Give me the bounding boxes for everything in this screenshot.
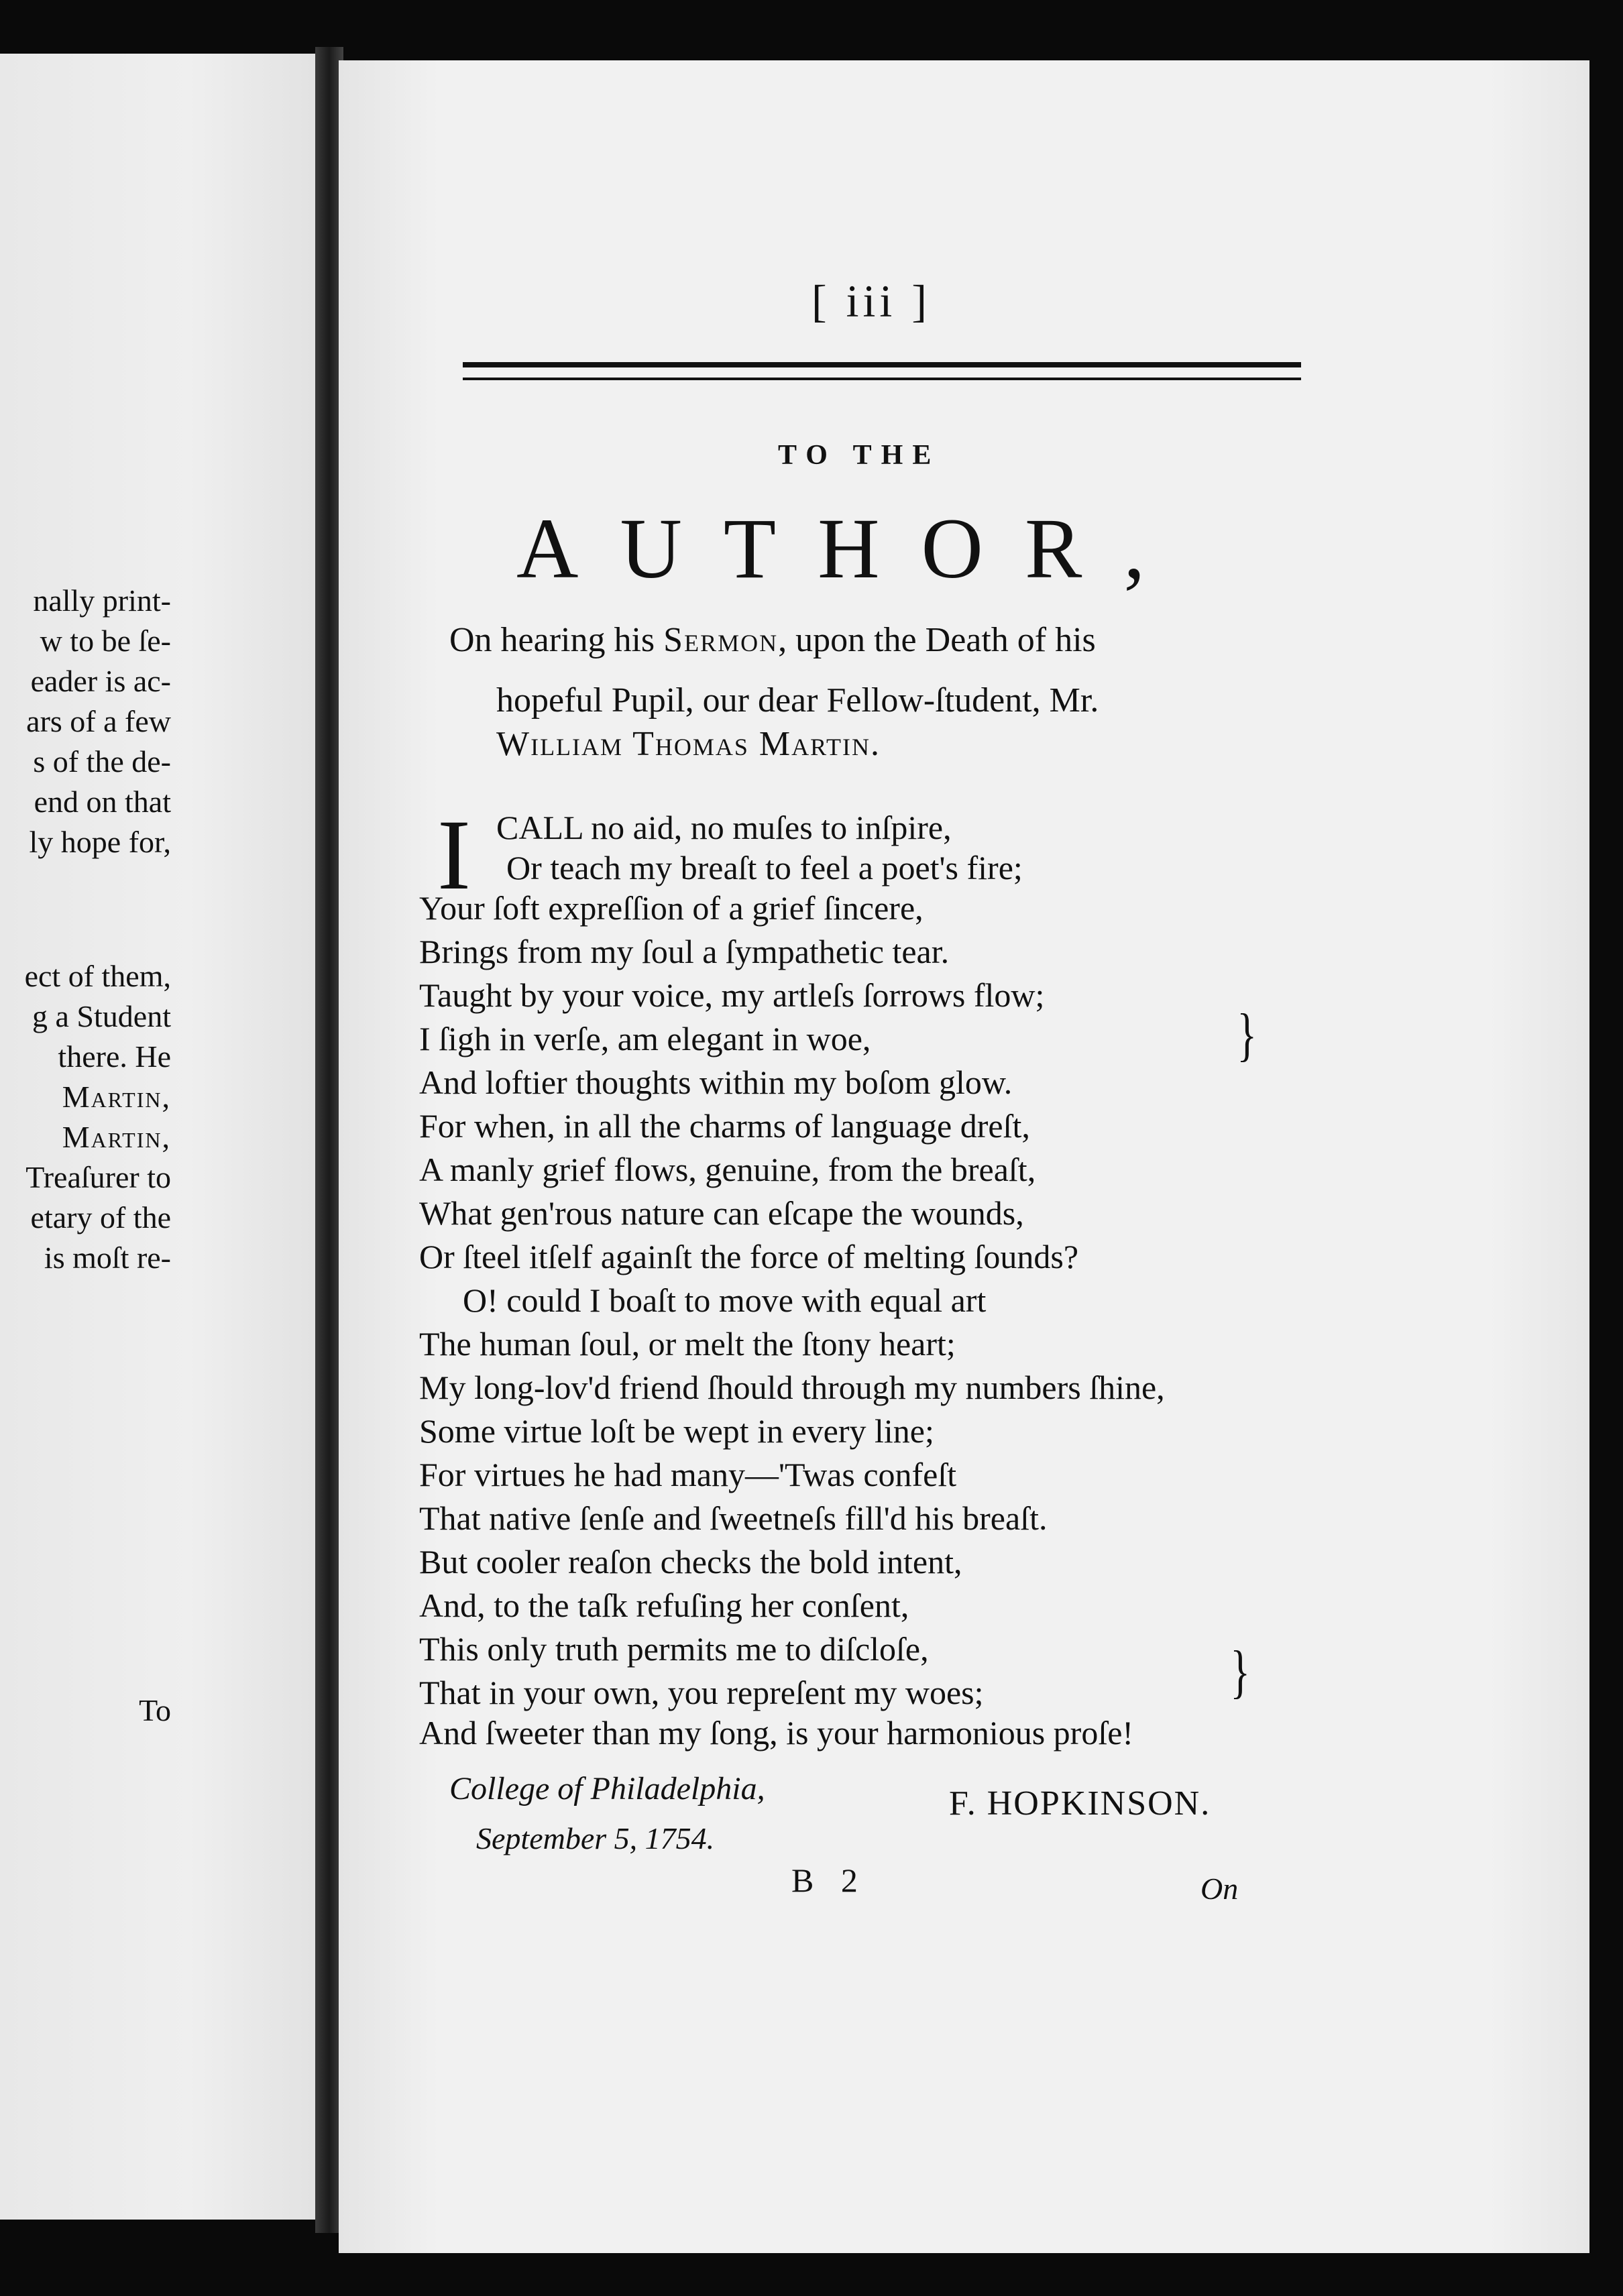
left-fragment: Martin, bbox=[62, 1120, 171, 1154]
header-rule bbox=[463, 378, 1301, 380]
poem-line: Your ſoft expreſſion of a grief ſincere, bbox=[419, 889, 924, 927]
left-page bbox=[0, 54, 315, 2220]
poem-line: For virtues he had many—'Twas confeſt bbox=[419, 1456, 957, 1493]
subtitle-line: hopeful Pupil, our dear Fellow-ſtudent, Mr. bbox=[496, 681, 1099, 720]
signature-name: F. HOPKINSON. bbox=[949, 1784, 1211, 1823]
header-rule bbox=[463, 362, 1301, 367]
poem-line: Brings from my ſoul a ſympathetic tear. bbox=[419, 933, 950, 970]
left-fragment: g a Student bbox=[32, 999, 171, 1033]
heading-author: AUTHOR, bbox=[516, 501, 1187, 596]
poem-line: CALL no aid, no muſes to inſpire, bbox=[496, 809, 952, 846]
poem-line: O! could I boaſt to move with equal art bbox=[463, 1281, 987, 1319]
poem-line: Or ſteel itſelf againſt the force of melting ſounds? bbox=[419, 1238, 1079, 1275]
poem-line: Taught by your voice, my artleſs ſorrows flow; bbox=[419, 976, 1045, 1014]
poem-line: The human ſoul, or melt the ſtony heart; bbox=[419, 1325, 956, 1363]
poem-line: Some virtue loſt be wept in every line; bbox=[419, 1412, 934, 1450]
left-fragment: ars of a few bbox=[26, 704, 171, 738]
triplet-brace: } bbox=[1237, 1002, 1257, 1068]
left-fragment: ly hope for, bbox=[29, 825, 171, 859]
poem-line: But cooler reaſon checks the bold intent, bbox=[419, 1543, 962, 1581]
poem-line: What gen'rous nature can eſcape the wounds, bbox=[419, 1194, 1024, 1232]
poem-line: I ſigh in verſe, am elegant in woe, bbox=[419, 1020, 871, 1057]
left-fragment: nally print- bbox=[33, 583, 171, 618]
left-fragment: end on that bbox=[34, 785, 171, 819]
printer-signature-mark: B 2 bbox=[791, 1861, 867, 1899]
left-fragment: ect of them, bbox=[24, 959, 171, 993]
drop-cap: I bbox=[437, 799, 471, 911]
poem-line: That in your own, you repreſent my woes; bbox=[419, 1674, 984, 1711]
poem-line: A manly grief flows, genuine, from the breaſt, bbox=[419, 1151, 1036, 1188]
poem-line: For when, in all the charms of language dreſt, bbox=[419, 1107, 1030, 1145]
poem-line: That native ſenſe and ſweetneſs fill'd his breaſt. bbox=[419, 1499, 1048, 1537]
signature-date: September 5, 1754. bbox=[476, 1821, 715, 1855]
poem-line: Or teach my breaſt to feel a poet's fire; bbox=[506, 849, 1023, 886]
left-fragment: Martin, bbox=[62, 1080, 171, 1114]
left-fragment: eader is ac- bbox=[30, 664, 171, 698]
subtitle-text: , upon the Death of his bbox=[778, 621, 1096, 659]
poem-line: And loftier thoughts within my boſom glow. bbox=[419, 1064, 1013, 1101]
subtitle-line bbox=[449, 620, 1096, 661]
catchword: On bbox=[1200, 1872, 1239, 1906]
page-number: [ iii ] bbox=[812, 276, 931, 327]
subtitle-sermon: Sermon bbox=[663, 621, 779, 659]
poem-line: This only truth permits me to diſcloſe, bbox=[419, 1630, 929, 1668]
triplet-brace: } bbox=[1230, 1640, 1250, 1705]
left-fragment: Treaſurer to bbox=[25, 1160, 171, 1194]
heading-to-the: TO THE bbox=[778, 440, 941, 471]
left-fragment: s of the de- bbox=[33, 744, 171, 779]
signature-place: College of Philadelphia, bbox=[449, 1771, 765, 1806]
poem-line: And ſweeter than my ſong, is your harmonious proſe! bbox=[419, 1714, 1134, 1752]
poem-line: And, to the taſk refuſing her conſent, bbox=[419, 1587, 909, 1624]
left-fragment: etary of the bbox=[30, 1200, 171, 1235]
left-fragment: w to be ſe- bbox=[40, 624, 171, 658]
poem-line: My long-lov'd friend ſhould through my numbers ſhine, bbox=[419, 1369, 1165, 1406]
left-fragment: there. He bbox=[58, 1039, 171, 1074]
left-fragment: is moſt re- bbox=[44, 1241, 171, 1275]
subtitle-text: On hearing his bbox=[449, 621, 664, 659]
subtitle-name: William Thomas Martin. bbox=[496, 725, 881, 763]
left-catchword: To bbox=[139, 1693, 171, 1727]
